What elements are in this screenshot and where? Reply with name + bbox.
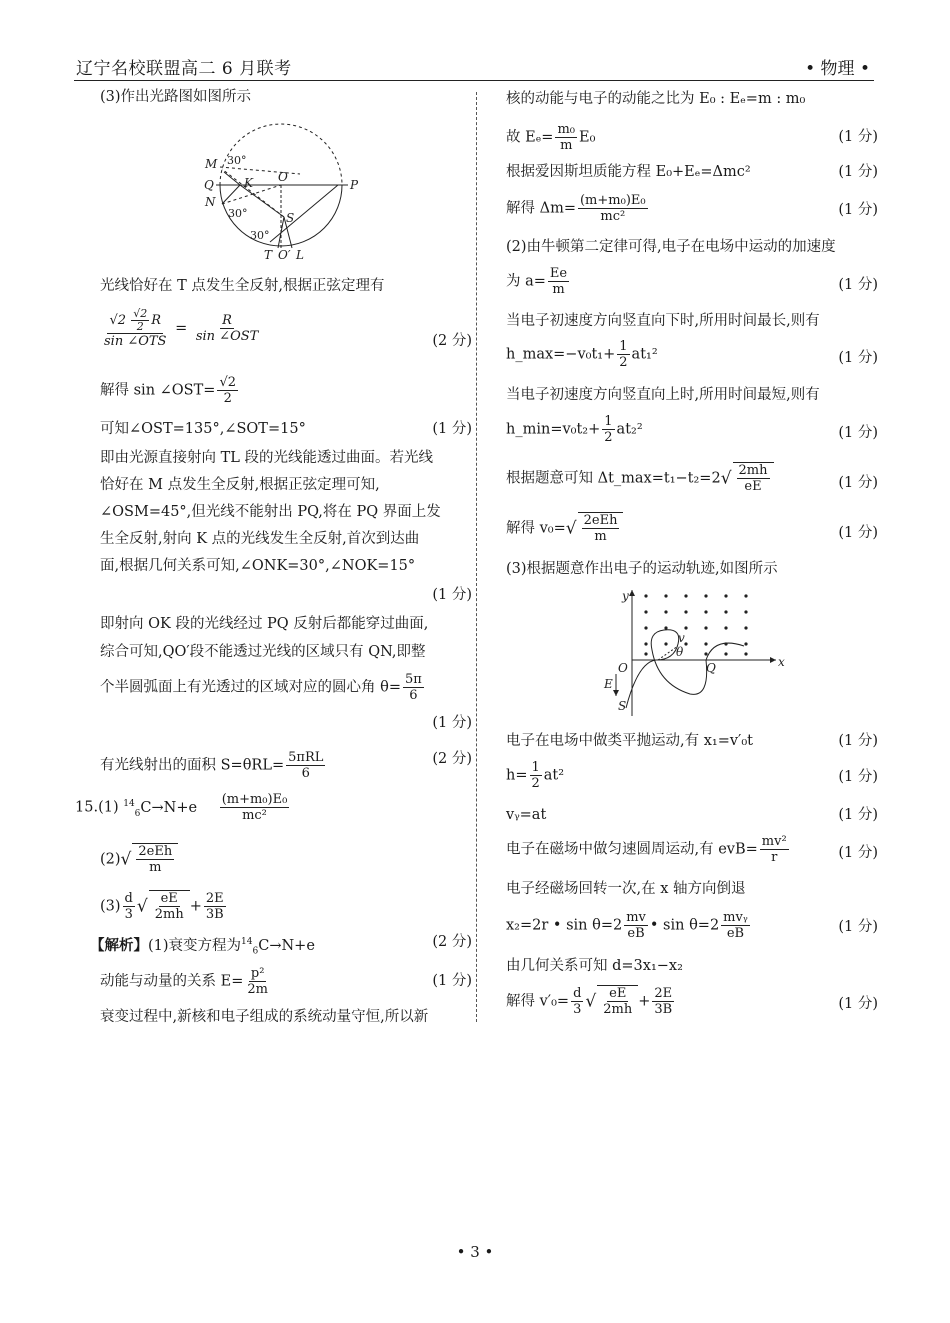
right-line-14: 电子在电场中做类平抛运动,有 x₁=v′₀t (1 分) [506, 733, 878, 749]
right-line-15: h= $\frac{1}{2}$ at² (1 分) [506, 760, 878, 791]
right-line-2: 故 Eₑ= $\frac{\text{m₀}}{m}$ E₀ (1 分) [506, 122, 878, 153]
q14-part3-intro: (3)作出光路图如图所示 [100, 89, 252, 105]
analysis-line: 【解析】(1)衰变方程为$^{14}_6$C→N+e (2 分) [90, 934, 472, 957]
para2-line: 即射向 OK 段的光线经过 PQ 反射后都能穿过曲面, [100, 616, 429, 632]
score: (1 分) [838, 996, 878, 1012]
para1-line: 恰好在 M 点发生全反射,根据正弦定理可知, [100, 477, 380, 493]
right-line-20: 由几何关系可知 d=3x₁−x₂ [506, 958, 683, 974]
score: (1 分) [838, 350, 878, 366]
score: (1 分) [838, 277, 878, 293]
label-y: y [622, 589, 629, 603]
angle-result-line: 可知∠OST=135°,∠SOT=15° (1 分) [100, 421, 472, 437]
score: (1 分) [838, 202, 878, 218]
score: (1 分) [432, 715, 472, 731]
angle-label-3: 30° [250, 229, 270, 242]
label-Q: Q [204, 178, 214, 192]
label-S: S [286, 211, 295, 225]
score: (1 分) [432, 421, 472, 437]
right-line-5: (2)由牛顿第二定律可得,电子在电场中运动的加速度 [506, 239, 836, 255]
ray-m [220, 167, 300, 174]
column-divider [476, 92, 477, 1022]
page-header-title: 辽宁名校联盟高二 6 月联考 [76, 59, 292, 79]
score: (2 分) [432, 934, 472, 950]
label-E: E [604, 677, 613, 691]
label-L: L [296, 248, 304, 262]
right-line-1: 核的动能与电子的动能之比为 E₀ : Eₑ=m : m₀ [506, 91, 806, 107]
label-K: K [244, 176, 253, 190]
score: (1 分) [432, 973, 472, 989]
ray-mk [224, 172, 240, 185]
right-line-3: 根据爱因斯坦质能方程 E₀+Eₑ=Δmc² (1 分) [506, 164, 878, 180]
para1-line: 即由光源直接射向 TL 段的光线能透过曲面。若光线 [100, 450, 434, 466]
score: (1 分) [838, 475, 878, 491]
decay-equation: $^{14}_6$C→N+e [123, 798, 198, 819]
score: (1 分) [838, 164, 878, 180]
score: (1 分) [838, 807, 878, 823]
q15-answer-3: (3) $\frac{d}{3}$ √ $\frac{eE}{2mh}$ + $\frac{2E}{3B}$ [100, 891, 224, 922]
right-line-19: x₂=2r • sin θ=2 $\frac{mv}{eB}$ • sin θ=2 $\frac{\text{mvᵧ}}{eB}$ (1 分) [506, 910, 878, 941]
ray-kn [222, 185, 240, 204]
light-path-figure [200, 112, 360, 262]
label-P: P [350, 178, 359, 192]
angle-label-2: 30° [228, 207, 248, 220]
right-line-8: h_max=−v₀t₁+ $\frac{1}{2}$ at₁² (1 分) [506, 339, 878, 370]
score: (1 分) [838, 845, 878, 861]
score: (2 分) [432, 333, 472, 349]
para2-line: 综合可知,QO′段不能透过光线的区域只有 QN,即整 [100, 644, 426, 660]
conservation-line: 衰变过程中,新核和电子组成的系统动量守恒,所以新 [100, 1009, 429, 1025]
trajectory-curve [626, 630, 744, 708]
right-line-13: (3)根据题意作出电子的运动轨迹,如图所示 [506, 561, 778, 577]
page-number: • 3 • [456, 1243, 494, 1261]
label-O-prime: O′ [278, 248, 291, 262]
magnetic-dots [644, 594, 747, 655]
label-N: N [205, 195, 216, 209]
score: (1 分) [838, 769, 878, 785]
label-x: x [778, 655, 785, 669]
right-line-21: 解得 v′₀= $\frac{d}{3}$ √ $\frac{eE}{2mh}$ + $\frac{2E}{3B}$ (1 分) [506, 986, 878, 1017]
label-T: T [264, 248, 273, 262]
score: (1 分) [838, 129, 878, 145]
q15-answer-1: 15.(1) $^{14}_6$C→N+e $\frac{\text{(m+m₀)E₀}}{\text{mc²}}$ [75, 792, 288, 823]
label-Q: Q [706, 661, 716, 675]
right-line-18: 电子经磁场回转一次,在 x 轴方向倒退 [506, 881, 746, 897]
angle-label-1: 30° [227, 154, 247, 167]
right-line-10: h_min=v₀t₂+ $\frac{1}{2}$ at₂² (1 分) [506, 414, 878, 445]
label-theta: θ [676, 645, 684, 659]
ray-p [270, 185, 338, 242]
kinetic-energy-line: 动能与动量的关系 E= $\frac{\text{p²}}{2m}$ (1 分) [100, 966, 472, 997]
right-line-16: vᵧ=at (1 分) [506, 807, 878, 823]
score: (1 分) [838, 733, 878, 749]
label-M: M [205, 157, 218, 171]
label-v: v [678, 631, 685, 645]
electron-trajectory-figure [594, 584, 784, 720]
solve-sin-line: 解得 sin ∠OST= $\frac{√2}{2}$ [100, 375, 236, 406]
sine-law-equation: √2 $\frac{√2}{2}$ R sin ∠OTS = $\frac{R}{\text{sin ∠OST}}$ (2 分) [104, 307, 472, 349]
score: (1 分) [838, 919, 878, 935]
label-O: O [278, 170, 288, 184]
right-line-4: 解得 Δm= $\frac{\text{(m+m₀)E₀}}{\text{mc²}}$ (1 分) [506, 193, 878, 224]
frac-left: √2 $\frac{√2}{2}$ R sin ∠OTS [104, 307, 167, 349]
score: (1 分) [432, 587, 472, 603]
right-line-17: 电子在磁场中做匀速圆周运动,有 evB= $\frac{\text{mv²}}{r}$ (1 分) [506, 834, 878, 865]
header-rule [74, 80, 874, 81]
right-line-7: 当电子初速度方向竖直向下时,所用时间最长,则有 [506, 313, 820, 329]
area-line: 有光线射出的面积 S=θRL= $\frac{\text{5πRL}}{6}$ (2 分) [100, 750, 472, 781]
page-header-subject: • 物理 • [805, 59, 870, 79]
right-line-11: 根据题意可知 Δt_max=t₁−t₂=2√ $\frac{2mh}{eE}$ (1 分) [506, 463, 878, 494]
frac-right: $\frac{R}{\text{sin ∠OST}}$ [195, 313, 259, 344]
label-O: O [618, 661, 628, 675]
para1-line: 面,根据几何关系可知,∠ONK=30°,∠NOK=15° [100, 558, 416, 574]
para1-line: ∠OSM=45°,但光线不能射出 PQ,将在 PQ 界面上发 [100, 504, 441, 520]
q15-answer-2: (2)√ $\frac{\text{2eEh}}{m}$ [100, 843, 472, 875]
right-line-9: 当电子初速度方向竖直向上时,所用时间最短,则有 [506, 387, 820, 403]
right-line-6: 为 a= $\frac{Ee}{m}$ (1 分) [506, 266, 878, 297]
para1-line: 生全反射,射向 K 点的光线发生全反射,首次到达曲 [100, 531, 420, 547]
score: (1 分) [838, 425, 878, 441]
score: (2 分) [432, 751, 472, 767]
left-line-1: 光线恰好在 T 点发生全反射,根据正弦定理有 [100, 278, 385, 294]
score: (1 分) [838, 525, 878, 541]
label-S: S [618, 699, 627, 713]
theta-line: 个半圆弧面上有光透过的区域对应的圆心角 θ= $\frac{5\pi}{6}$ [100, 672, 422, 703]
right-line-12: 解得 v₀=√ $\frac{\text{2eEh}}{m}$ (1 分) [506, 513, 878, 544]
